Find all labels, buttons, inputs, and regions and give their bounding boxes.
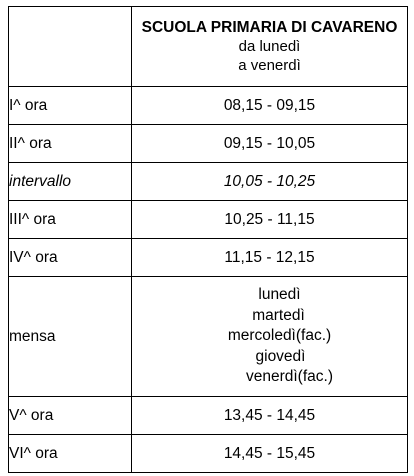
period-label: III^ ora	[9, 201, 132, 239]
break-label: intervallo	[9, 163, 132, 201]
school-schedule-table	[8, 6, 408, 473]
header-days-from: da lunedì	[238, 38, 301, 55]
break-time: 10,05 - 10,25	[132, 163, 408, 201]
school-title: SCUOLA PRIMARIA DI CAVARENO	[141, 19, 398, 36]
header-row	[9, 7, 408, 87]
table-row	[9, 87, 408, 125]
table-row-break	[9, 163, 408, 201]
lunch-day: giovedì	[255, 347, 306, 365]
table-row	[9, 397, 408, 435]
lunch-label: mensa	[9, 277, 132, 397]
period-label: IV^ ora	[9, 239, 132, 277]
lunch-day: venerdì(fac.)	[245, 368, 333, 386]
lunch-day: lunedì	[258, 286, 301, 304]
table-row	[9, 239, 408, 277]
header-empty-cell	[9, 7, 132, 87]
period-time: 09,15 - 10,05	[132, 125, 408, 163]
period-time: 13,45 - 14,45	[132, 397, 408, 435]
period-time: 14,45 - 15,45	[132, 435, 408, 473]
lunch-days-cell	[132, 277, 408, 397]
header-cell	[132, 7, 408, 87]
lunch-day: mercoledì(fac.)	[227, 327, 332, 345]
period-label: V^ ora	[9, 397, 132, 435]
period-time: 11,15 - 12,15	[132, 239, 408, 277]
table-row	[9, 201, 408, 239]
table-row	[9, 435, 408, 473]
period-label: VI^ ora	[9, 435, 132, 473]
lunch-day: martedì	[252, 306, 305, 324]
period-time: 10,25 - 11,15	[132, 201, 408, 239]
period-label: I^ ora	[9, 87, 132, 125]
lunch-days-list	[132, 285, 407, 388]
period-time: 08,15 - 09,15	[132, 87, 408, 125]
table-row-lunch	[9, 277, 408, 397]
period-label: II^ ora	[9, 125, 132, 163]
header-days-to: a venerdì	[238, 57, 301, 74]
table-row	[9, 125, 408, 163]
